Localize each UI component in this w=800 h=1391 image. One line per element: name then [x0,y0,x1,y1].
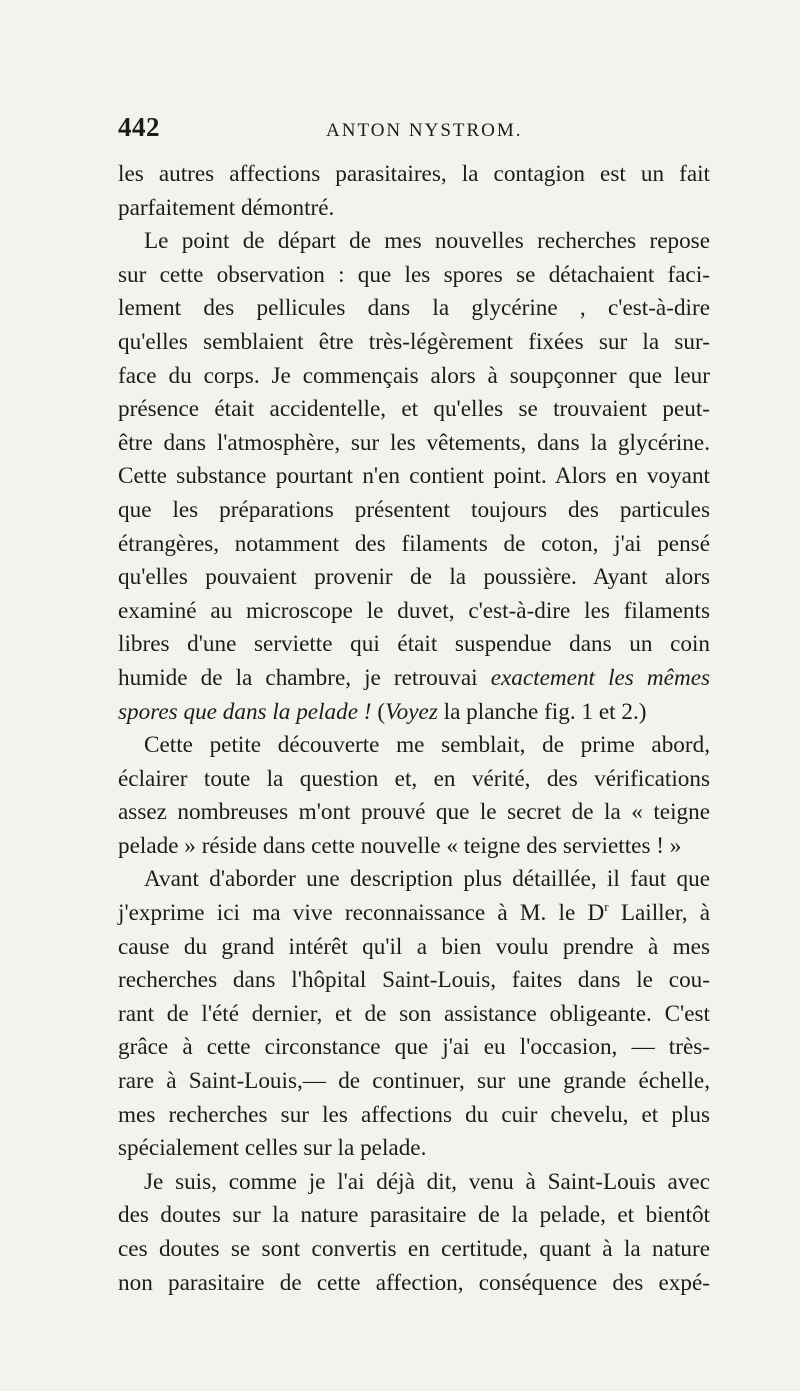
text-line [118,494,710,528]
page-header [118,112,710,152]
line-text: être dans l'atmosphère, sur les vêtements, dans la glycérine. [118,429,710,456]
text-line [118,393,710,427]
text-line [118,696,710,730]
text-line [118,1267,710,1301]
line-text: étrangères, notamment des filaments de coton, j'ai pensé [118,530,710,557]
text-line [118,1166,710,1200]
line-text: rant de l'été dernier, et de son assistance obligeante. C'est [118,1000,710,1027]
text-line [118,830,710,864]
line-text: j'exprime ici ma vive reconnaissance à M. le D [118,900,605,927]
text-line [118,460,710,494]
line-text: recherches dans l'hôpital Saint-Louis, faites dans le cou- [118,967,710,994]
line-text: des doutes sur la nature parasitaire de la pelade, et bientôt [118,1202,710,1229]
line-text: cause du grand intérêt qu'il a bien voulu prendre à mes [118,933,710,960]
text-line [118,292,710,326]
italic-text: exactement les mêmes [490,664,711,691]
text-line [118,528,710,562]
text-line [118,1099,710,1133]
line-text: Avant d'aborder une description plus détaillée, il faut que [144,866,710,893]
superscript: r [604,899,609,915]
text-line [118,897,710,931]
text-line [118,763,710,797]
line-text: rare à Saint-Louis,— de continuer, sur une grande échelle, [118,1068,710,1095]
line-text: lement des pellicules dans la glycérine , c'est-à-dire [118,295,710,322]
text-line [118,360,710,394]
line-text: Cette petite découverte me semblait, de prime abord, [144,732,710,759]
text-line [118,796,710,830]
text-line [118,192,710,226]
line-text: présence était accidentelle, et qu'elles se trouvaient peut- [118,396,710,423]
line-text: mes recherches sur les affections du cuir chevelu, et plus [118,1101,710,1128]
line-text: ces doutes se sont convertis en certitude, quant à la nature [118,1236,710,1262]
text-line [118,863,710,897]
line-text: Je suis, comme je l'ai déjà dit, venu à Saint-Louis avec [144,1168,710,1195]
line-text: libres d'une serviette qui était suspendue dans un coin [118,631,710,658]
page-number: 442 [118,112,160,142]
line-text: grâce à cette circonstance que j'ai eu l'occasion, — très- [118,1034,710,1061]
line-text: parfaitement démontré. [118,194,335,221]
text-line [118,1132,710,1166]
line-text: qu'elles semblaient être très-légèrement fixées sur la sur- [118,328,710,355]
body-text [118,158,710,1300]
line-text: ( [377,698,386,725]
line-text: sur cette observation : que les spores se détachaient faci- [118,261,710,288]
text-line [118,662,710,696]
text-line [118,595,710,629]
text-line [118,158,710,192]
line-text: humide de la chambre, je retrouvai [118,664,478,691]
text-line [118,729,710,763]
line-text: la planche fig. 1 et 2.) [443,698,647,725]
text-line [118,259,710,293]
text-line [118,1233,710,1267]
line-text: Lailler, à [620,900,710,927]
text-line [118,1199,710,1233]
text-line [118,326,710,360]
line-text: que les préparations présentent toujours des particules [118,496,710,523]
text-line [118,998,710,1032]
line-text: Le point de départ de mes nouvelles recherches repose [144,228,710,255]
line-text: spécialement celles sur la pelade. [118,1135,427,1162]
text-line [118,1065,710,1099]
text-line [118,628,710,662]
text-line [118,427,710,461]
line-text: Cette substance pourtant n'en contient point. Alors en voyant [118,463,710,490]
line-text: qu'elles pouvaient provenir de la poussière. Ayant alors [118,564,710,591]
line-text: les autres affections parasitaires, la contagion est un fait [118,161,710,187]
line-text: pelade » réside dans cette nouvelle « teigne des serviettes ! » [118,832,682,859]
line-text: examiné au microscope le duvet, c'est-à-dire les filaments [118,597,710,624]
text-line [118,225,710,259]
text-line [118,561,710,595]
line-text: éclairer toute la question et, en vérité, des vérifications [118,765,710,792]
line-text: face du corps. Je commençais alors à soupçonner que leur [118,362,710,389]
line-text: non parasitaire de cette affection, conséquence des expé- [118,1269,710,1296]
line-text: assez nombreuses m'ont prouvé que le secret de la « teigne [118,799,710,826]
text-line [118,931,710,965]
text-line [118,1031,710,1065]
text-line [118,964,710,998]
italic-text: Voyez [385,698,438,725]
italic-text: spores que dans la pelade ! [118,698,372,725]
running-head: ANTON NYSTROM. [326,120,523,141]
